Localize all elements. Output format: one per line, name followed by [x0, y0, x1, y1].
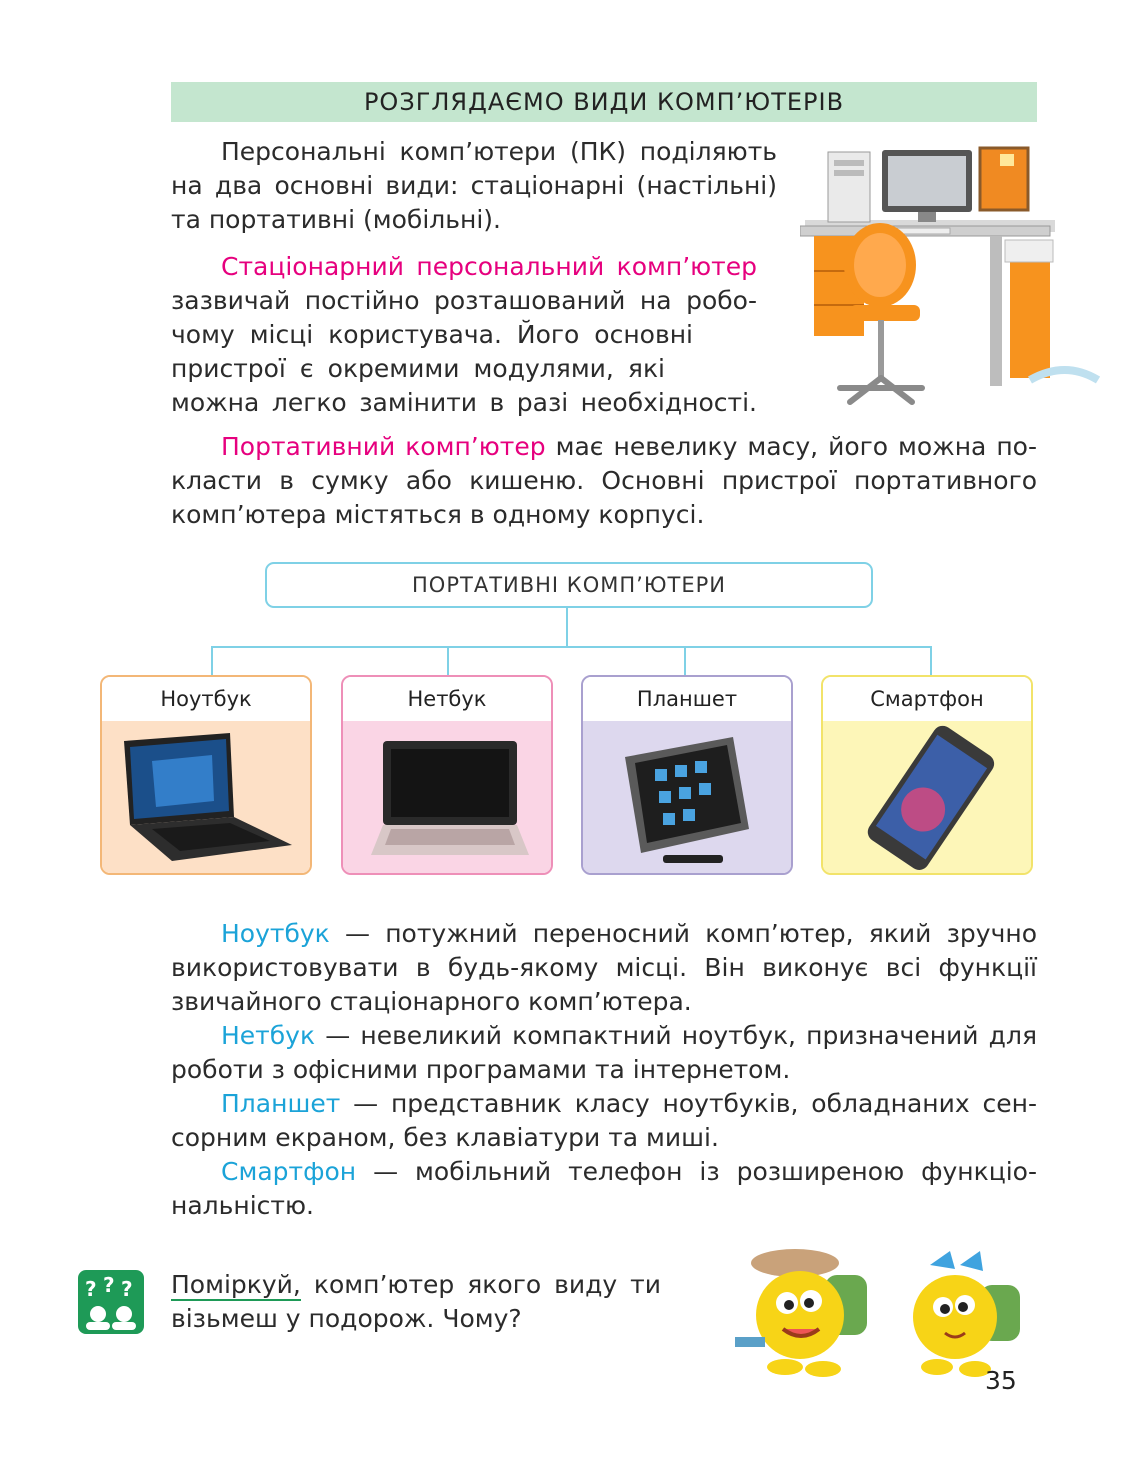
- svg-text:?: ?: [85, 1277, 97, 1301]
- term-tablet: Планшет: [221, 1089, 341, 1118]
- intro-line: на два основні види: стаціонарні (настільні): [171, 171, 777, 200]
- diagram-connector: [566, 606, 568, 646]
- term-smartphone: Смартфон: [221, 1157, 357, 1186]
- definition-text: — невеликий компактний ноутбук, призначений для: [315, 1021, 1037, 1050]
- desk-computer-illustration: [800, 140, 1100, 420]
- section-banner: РОЗГЛЯДАЄМО ВИДИ КОМП’ЮТЕРІВ: [171, 82, 1037, 122]
- diagram-connector: [447, 646, 449, 676]
- mascot-characters-illustration: [725, 1245, 1035, 1385]
- portable-paragraph: [171, 430, 1037, 532]
- stationary-line: пристрої є окремими модулями, які: [171, 354, 665, 383]
- intro-paragraph: [171, 135, 777, 237]
- svg-text:?: ?: [103, 1273, 115, 1297]
- definition-line: використовувати в будь-якому місці. Він виконує всі функції: [171, 953, 1037, 982]
- card-netbook: [341, 675, 553, 875]
- diagram-title-box: ПОРТАТИВНІ КОМП’ЮТЕРИ: [265, 562, 873, 608]
- card-label: Нетбук: [343, 677, 551, 721]
- definition-line: сорним екраном, без клавіатури та миші.: [171, 1123, 719, 1152]
- card-tablet: [581, 675, 793, 875]
- definition-line: [171, 1019, 1037, 1053]
- think-question-icon: [78, 1270, 144, 1334]
- intro-line: та портативні (мобільні).: [171, 205, 501, 234]
- stationary-term-text: Стаціонарний персональний комп’ютер: [221, 252, 757, 281]
- definition-line: нальністю.: [171, 1191, 314, 1220]
- smartphone-icon: [823, 721, 1033, 875]
- svg-text:?: ?: [121, 1277, 133, 1301]
- diagram-connector: [684, 646, 686, 676]
- think-line1-rest: комп’ютер якого виду ти: [300, 1270, 661, 1299]
- definition-line: звичайного стаціонарного комп’ютера.: [171, 987, 692, 1016]
- card-label: Смартфон: [823, 677, 1031, 721]
- definition-line: [171, 917, 1037, 951]
- definition-line: [171, 1155, 1037, 1189]
- diagram-connector: [211, 646, 932, 648]
- definitions-block: [171, 917, 1037, 1223]
- stationary-line: зазвичай постійно розташований на робо-: [171, 286, 757, 315]
- diagram-connector: [930, 646, 932, 676]
- definition-text: — представник класу ноутбуків, обладнаних сен-: [340, 1089, 1037, 1118]
- think-word: Поміркуй,: [171, 1270, 301, 1299]
- definition-text: — потужний переносний комп’ютер, який зручно: [329, 919, 1037, 948]
- diagram-connector: [211, 646, 213, 676]
- think-paragraph: [171, 1268, 661, 1336]
- netbook-icon: [343, 721, 553, 875]
- portable-line: [171, 430, 1037, 464]
- stationary-term: [171, 250, 757, 284]
- definition-text: — мобільний телефон із розширеною функціо-: [356, 1157, 1037, 1186]
- card-laptop: [100, 675, 312, 875]
- laptop-icon: [102, 721, 312, 875]
- card-label: Ноутбук: [102, 677, 310, 721]
- term-laptop: Ноутбук: [221, 919, 330, 948]
- term-netbook: Нетбук: [221, 1021, 316, 1050]
- portable-line1-rest: має невелику масу, його можна по-: [545, 432, 1037, 461]
- card-image-area: [823, 721, 1031, 873]
- portable-term: Портативний комп’ютер: [221, 432, 546, 461]
- card-image-area: [343, 721, 551, 873]
- card-image-area: [583, 721, 791, 873]
- stationary-line: чому місці користувача. Його основні: [171, 320, 693, 349]
- definition-line: [171, 1087, 1037, 1121]
- portable-line: комп’ютера містяться в одному корпусі.: [171, 500, 705, 529]
- card-smartphone: [821, 675, 1033, 875]
- definition-line: роботи з офісними програмами та інтернетом.: [171, 1055, 791, 1084]
- card-image-area: [102, 721, 310, 873]
- stationary-line: можна легко замінити в разі необхідності.: [171, 388, 757, 417]
- card-label: Планшет: [583, 677, 791, 721]
- think-line: [171, 1268, 661, 1302]
- portable-line: класти в сумку або кишеню. Основні пристрої портативного: [171, 466, 1037, 495]
- tablet-icon: [583, 721, 793, 875]
- intro-line: Персональні комп’ютери (ПК) поділяють: [221, 137, 777, 166]
- stationary-paragraph: [171, 250, 757, 420]
- page-number: 35: [985, 1366, 1017, 1395]
- think-line: візьмеш у подорож. Чому?: [171, 1304, 522, 1333]
